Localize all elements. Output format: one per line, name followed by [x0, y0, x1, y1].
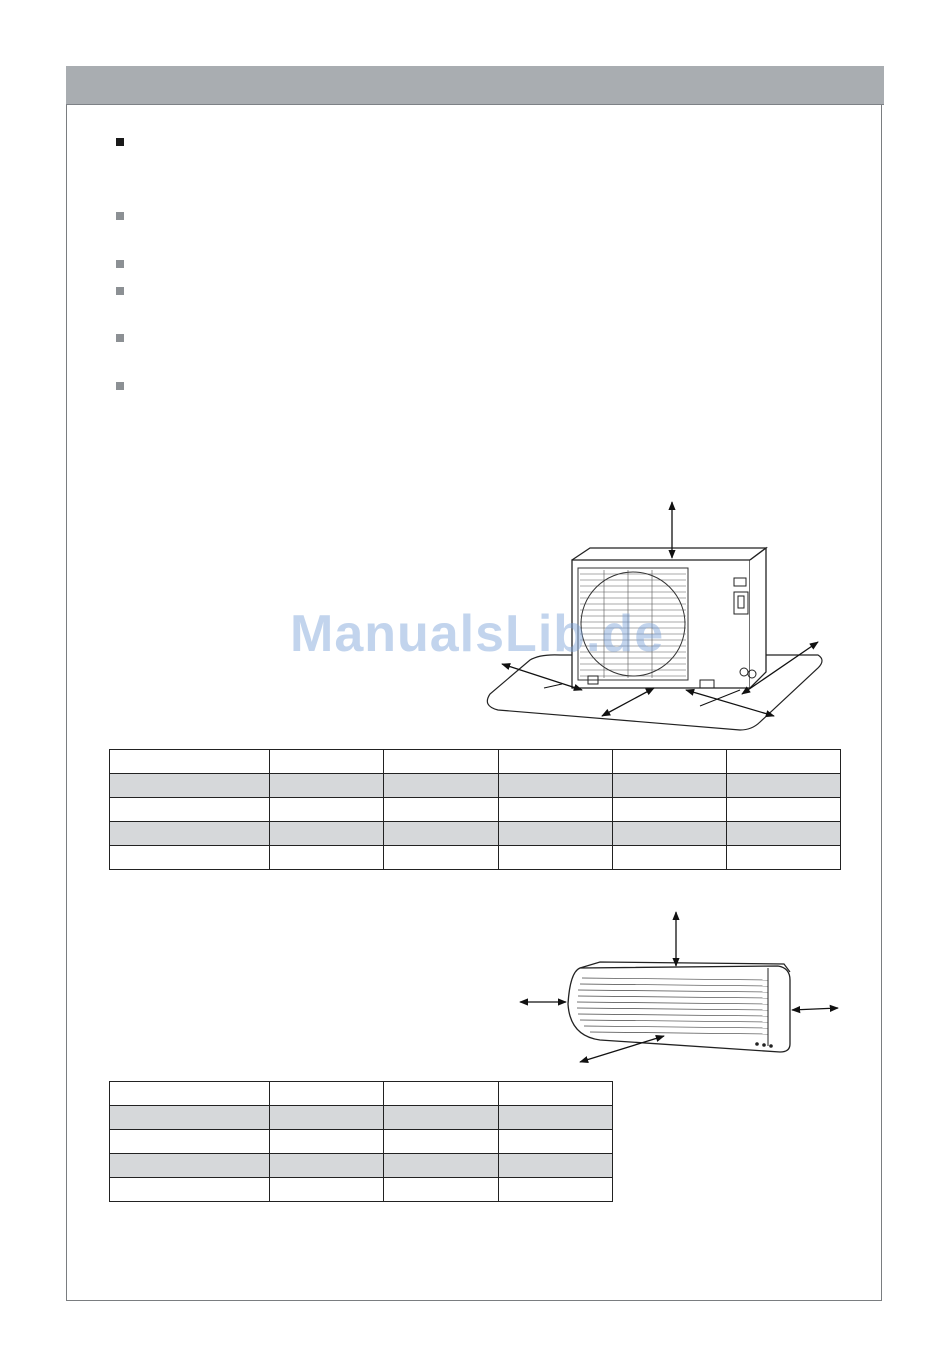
indoor-table-cell — [270, 1082, 384, 1106]
indoor-table-cell — [384, 1082, 499, 1106]
indoor-table-cell — [499, 1082, 613, 1106]
indoor-table-cell — [499, 1130, 613, 1154]
indoor-table-cell — [499, 1178, 613, 1202]
indoor-table-cell — [110, 1130, 270, 1154]
indoor-table-cell — [270, 1106, 384, 1130]
indoor-table-row — [110, 1178, 613, 1202]
indoor-table-cell — [110, 1178, 270, 1202]
indoor-table-cell — [270, 1130, 384, 1154]
indoor-table-cell — [499, 1154, 613, 1178]
indoor-table-row — [110, 1082, 613, 1106]
indoor-table-cell — [499, 1106, 613, 1130]
indoor-table-cell — [270, 1178, 384, 1202]
indoor-table-cell — [110, 1082, 270, 1106]
indoor-table-cell — [270, 1154, 384, 1178]
indoor-table-row — [110, 1154, 613, 1178]
indoor-table-cell — [384, 1106, 499, 1130]
indoor-table-cell — [384, 1178, 499, 1202]
indoor-table-row — [110, 1106, 613, 1130]
indoor-table-cell — [384, 1154, 499, 1178]
indoor-table-row — [110, 1130, 613, 1154]
indoor-table-cell — [110, 1106, 270, 1130]
indoor-table-cell — [384, 1130, 499, 1154]
indoor-table-cell — [110, 1154, 270, 1178]
watermark-logo: ManualsLib.de — [290, 605, 665, 663]
indoor-clearance-table — [109, 1081, 613, 1202]
